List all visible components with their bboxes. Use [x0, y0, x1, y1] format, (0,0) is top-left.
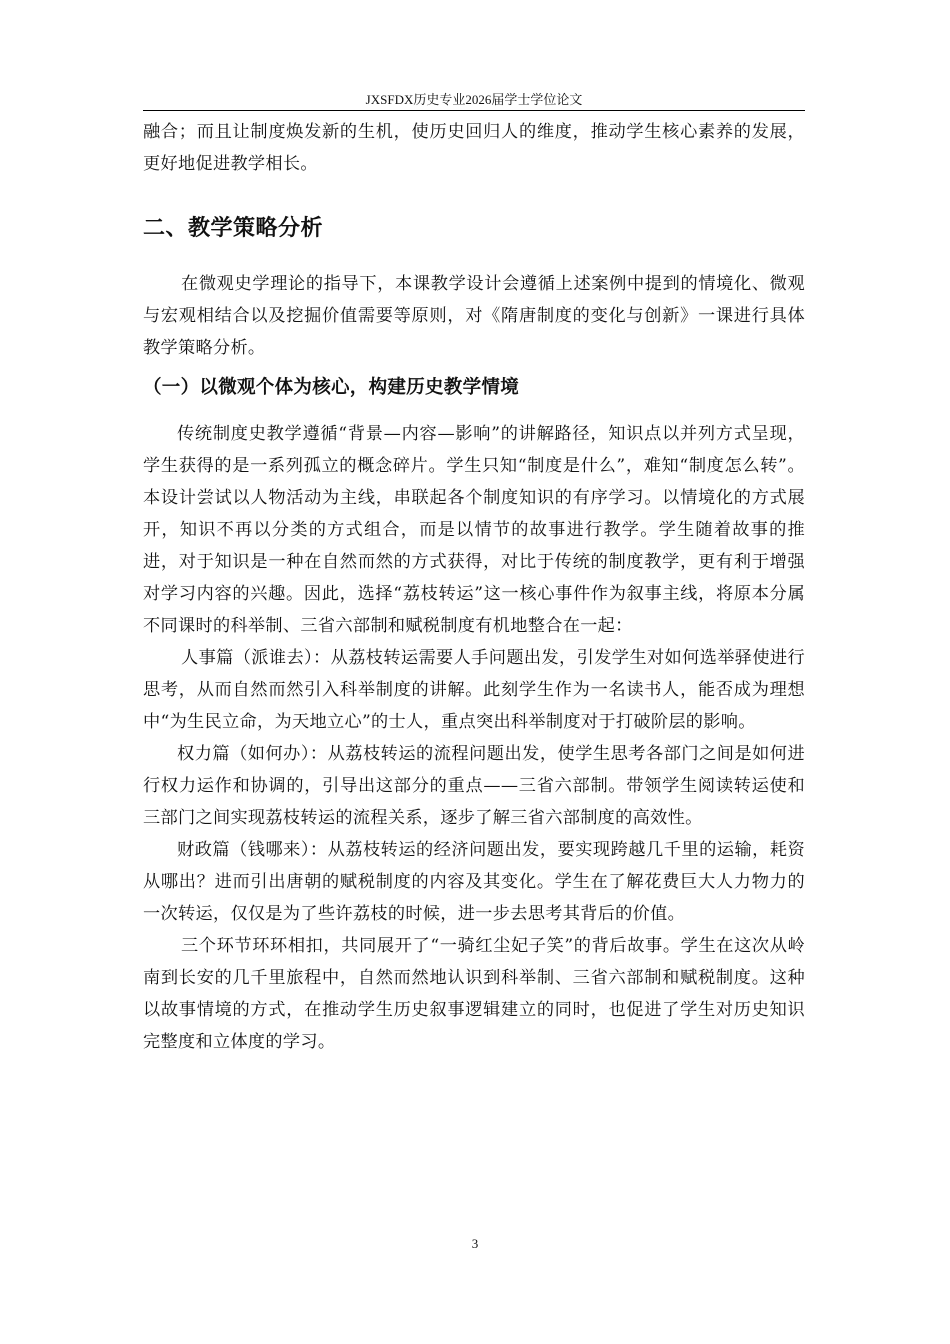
body-paragraph-1: 传统制度史教学遵循“背景—内容—影响”的讲解路径，知识点以并列方式呈现，学生获得的是一系列孤立的概念碎片。学生只知“制度是什么”，难知“制度怎么转”。本设计尝试以人物活动为主线，串联起各个制度知识的有序学习。以情境化的方式展开，知识不再以分类的方式组合，而是以情节的故事进行教学。学生随着故事的推进，对于知识是一种在自然而然的方式获得，对比于传统的制度教学，更有利于增强对学习内容的兴趣。因此，选择“荔枝转运”这一核心事件作为叙事主线，将原本分属不同课时的科举制、三省六部制和赋税制度有机地整合在一起：	[143, 424, 805, 636]
section-heading: 二、教学策略分析	[143, 216, 324, 241]
continuation-paragraph: 融合；而且让制度焕发新的生机，使历史回归人的维度，推动学生核心素养的发展，更好地促进教学相长。	[143, 122, 805, 174]
page-content	[143, 116, 805, 1058]
body-paragraph-4: 财政篇（钱哪来）：从荔枝转运的经济问题出发，要实现跨越几千里的运输，耗资从哪出？进而引出唐朝的赋税制度的内容及其变化。学生在了解花费巨大人力物力的一次转运，仅仅是为了些许荔枝的时候，进一步去思考其背后的价值。	[143, 840, 805, 924]
header-rule	[143, 110, 805, 111]
body-paragraph-2: 人事篇（派谁去）：从荔枝转运需要人手问题出发，引发学生对如何选举驿使进行思考，从而自然而然引入科举制度的讲解。此刻学生作为一名读书人，能否成为理想中“为生民立命，为天地立心”的士人，重点突出科举制度对于打破阶层的影响。	[143, 648, 805, 732]
intro-paragraph: 在微观史学理论的指导下，本课教学设计会遵循上述案例中提到的情境化、微观与宏观相结合以及挖掘价值需要等原则，对《隋唐制度的变化与创新》一课进行具体教学策略分析。	[143, 274, 805, 358]
body-paragraph-3: 权力篇（如何办）：从荔枝转运的流程问题出发，使学生思考各部门之间是如何进行权力运作和协调的，引导出这部分的重点——三省六部制。带领学生阅读转运使和三部门之间实现荔枝转运的流程关系，逐步了解三省六部制度的高效性。	[143, 744, 805, 828]
subsection-heading: （一）以微观个体为核心，构建历史教学情境	[143, 377, 520, 398]
running-header: JXSFDX历史专业2026届学士学位论文	[365, 92, 583, 107]
page-number: 3	[471, 1236, 479, 1251]
body-paragraph-5: 三个环节环环相扣，共同展开了“一骑红尘妃子笑”的背后故事。学生在这次从岭南到长安的几千里旅程中，自然而然地认识到科举制、三省六部制和赋税制度。这种以故事情境的方式，在推动学生历史叙事逻辑建立的同时，也促进了学生对历史知识完整度和立体度的学习。	[143, 936, 805, 1052]
